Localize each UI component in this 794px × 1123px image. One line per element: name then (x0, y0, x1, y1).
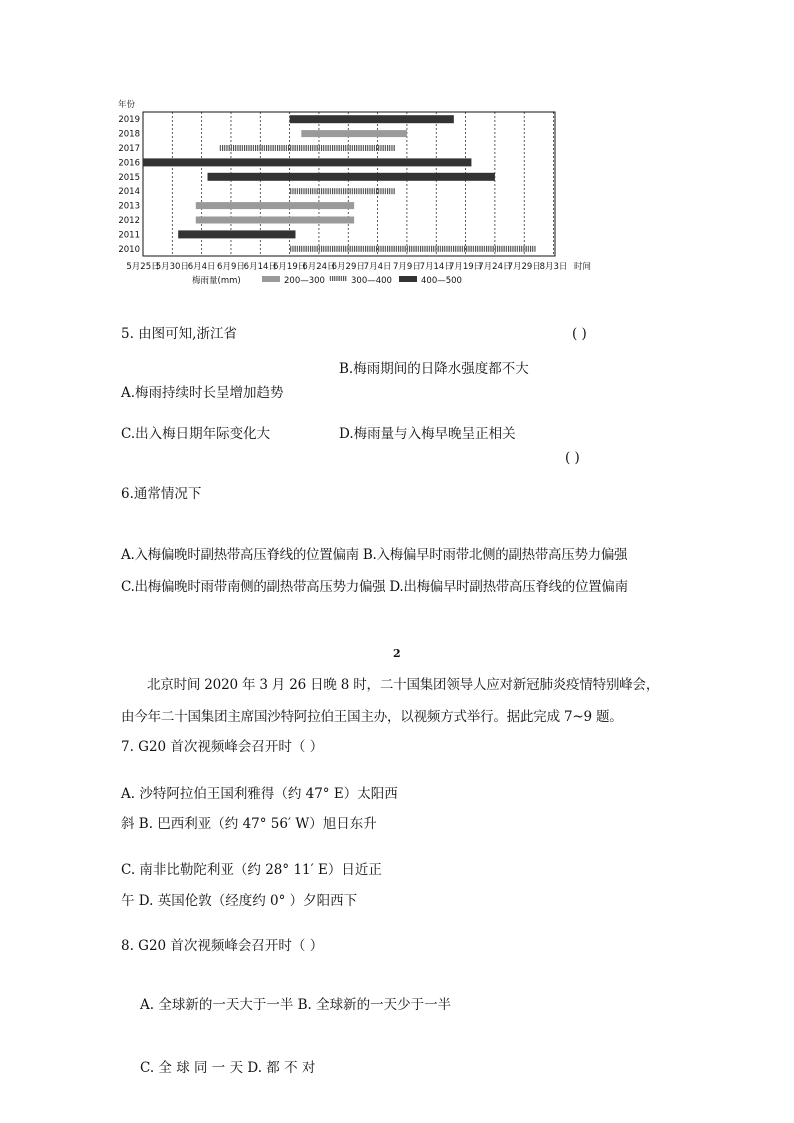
year-label: 2017 (118, 144, 140, 154)
x-tick-label: 6月4日 (187, 262, 216, 272)
x-tick-label: 7月14日 (419, 262, 453, 272)
x-tick-label: 6月19日 (273, 262, 307, 272)
x-tick-label: 7月19日 (448, 262, 483, 272)
meiyu-bar (143, 158, 471, 166)
x-tick-label: 5月30日 (155, 262, 189, 272)
q5-option-b: B.梅雨期间的日降水强度都不大 (339, 361, 529, 377)
x-tick-label: 6月9日 (217, 262, 245, 272)
meiyu-bar (290, 246, 536, 252)
meiyu-bar (290, 115, 454, 123)
year-label: 2019 (118, 115, 140, 126)
x-tick-label: 5月25日 (126, 262, 160, 272)
year-label: 2014 (118, 187, 140, 198)
meiyu-bar (196, 202, 354, 209)
q7-option-line-4: 午 D. 英国伦敦（经度约 0° ）夕阳西下 (121, 893, 358, 909)
passage-line-2: 由今年二十国集团主席国沙特阿拉伯王国主办，以视频方式举行。据此完成 7~9 题。 (121, 709, 623, 725)
q5-option-d: D.梅雨量与入梅早晚呈正相关 (339, 426, 516, 442)
q5-option-c: C.出入梅日期年际变化大 (121, 426, 271, 442)
meiyu-bar (178, 230, 295, 238)
q8-options-ab: A. 全球新的一天大于一半 B. 全球新的一天少于一半 (140, 997, 452, 1013)
q7-option-line-3: C. 南非比勒陀利亚（约 28° 11′ E）日近正 (121, 862, 382, 878)
legend-swatch (399, 276, 417, 282)
q5-stem: 5. 由图可知,浙江省 (121, 326, 237, 342)
meiyu-bar (219, 145, 395, 151)
year-label: 2016 (118, 158, 140, 169)
year-label: 2018 (118, 129, 140, 140)
year-label: 2013 (118, 201, 140, 212)
legend-label: 400—500 (421, 276, 462, 286)
x-tick-label: 7月29日 (507, 262, 541, 272)
x-tick-label: 6月29日 (331, 262, 365, 272)
q7-option-line-1: A. 沙特阿拉伯王国利雅得（约 47° E）太阳西 (121, 786, 398, 802)
x-tick-label: 6月24日 (302, 262, 336, 272)
section-number: 2 (393, 647, 401, 660)
legend-swatch (329, 276, 347, 281)
legend-title: 梅雨量(mm) (192, 276, 241, 286)
q6-options-cd: C.出梅偏晚时雨带南侧的副热带高压势力偏强 D.出梅偏早时副热带高压脊线的位置偏南 (121, 579, 628, 595)
year-label: 2015 (118, 172, 140, 183)
x-tick-label: 7月24日 (478, 262, 512, 272)
x-tick-label: 6月14日 (243, 262, 277, 272)
q6-options-ab: A.入梅偏晚时副热带高压脊线的位置偏南 B.入梅偏早时雨带北侧的副热带高压势力偏强 (121, 547, 628, 563)
q7-stem: 7. G20 首次视频峰会召开时（ ） (121, 739, 324, 755)
year-label: 2010 (118, 244, 140, 255)
year-label: 2012 (118, 216, 140, 226)
q6-answer-paren: ( ) (565, 450, 580, 466)
q8-options-cd: C. 全 球 同 一 天 D. 都 不 对 (140, 1060, 316, 1076)
x-tick-label: 8月3日 (539, 262, 568, 272)
legend-label: 300—400 (351, 276, 392, 286)
q6-stem: 6.通常情况下 (121, 486, 202, 502)
x-tick-label: 7月9日 (393, 262, 421, 272)
meiyu-bar (196, 217, 354, 224)
legend-swatch (262, 276, 280, 282)
meiyu-bar (290, 188, 396, 194)
year-label: 2011 (118, 230, 140, 241)
meiyu-bar (208, 173, 495, 181)
q7-option-line-2: 斜 B. 巴西利亚（约 47° 56′ W）旭日东升 (121, 816, 377, 832)
legend-label: 200—300 (284, 276, 325, 286)
q5-option-a: A.梅雨持续时长呈增加趋势 (121, 385, 284, 401)
x-tick-label: 7月4日 (363, 262, 392, 272)
q8-stem: 8. G20 首次视频峰会召开时（ ） (121, 938, 324, 954)
meiyu-gantt-chart (112, 96, 598, 288)
q5-answer-paren: ( ) (572, 326, 587, 342)
passage-line-1: 北京时间 2020 年 3 月 26 日晚 8 时，二十国集团领导人应对新冠肺炎疫情特别峰会， (147, 677, 660, 693)
x-axis-label: 时间 (574, 262, 592, 272)
meiyu-bar (301, 130, 407, 137)
y-axis-label: 年份 (118, 100, 136, 110)
